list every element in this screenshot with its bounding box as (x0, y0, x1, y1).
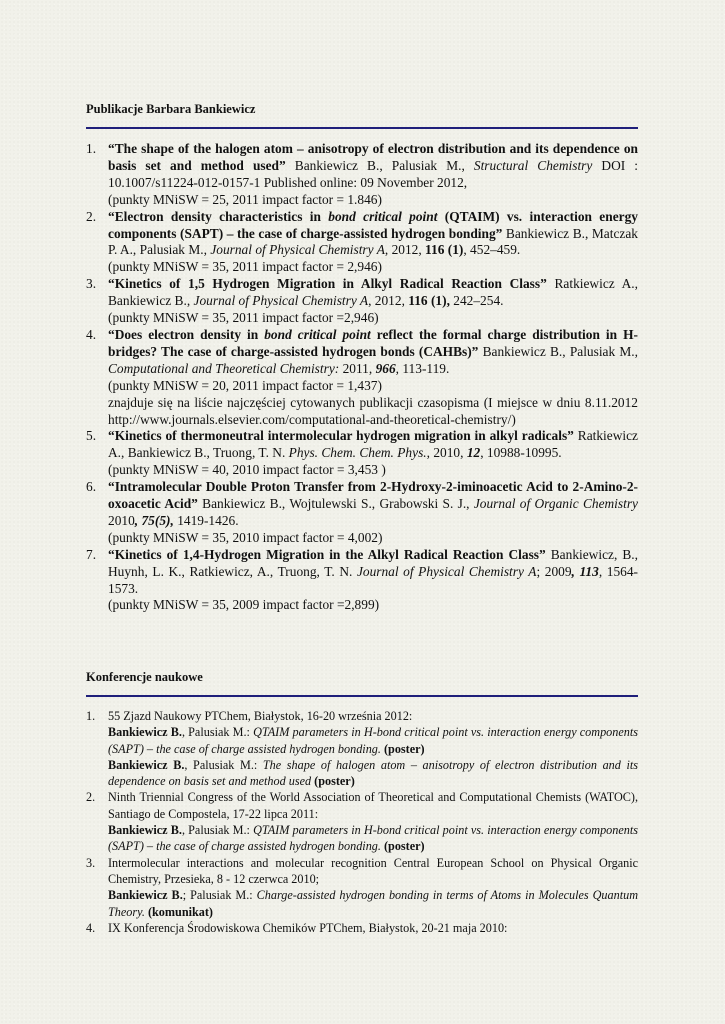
conference-list (86, 708, 638, 936)
conference-item (86, 789, 638, 854)
conference-event: IX Konferencja Środowiskowa Chemików PTChem, Białystok, 20-21 maja 2010: (108, 920, 508, 935)
publication-journal: Structural Chemistry (473, 157, 593, 173)
publication-points: (punkty MNiSW = 20, 2011 impact factor = 1,437) (108, 377, 382, 393)
section-divider (86, 127, 638, 129)
section-title-conferences: Konferencje naukowe (86, 670, 203, 684)
publication-title: “Kinetics of 1,4-Hydrogen Migration in the Alkyl Radical Reaction Class” (108, 546, 546, 562)
publication-item (86, 479, 638, 547)
publication-volume: 12 (466, 445, 481, 461)
publication-note: znajduje się na liście najczęściej cytowanych publikacji czasopisma (I miejsce w dniu 8.11.2012 http://www.journals.elsevier.com/computational-and-theoretical-chemistry/) (108, 394, 638, 427)
publication-year: 2011, (339, 360, 376, 376)
contribution-type: (poster) (311, 774, 355, 789)
publication-pages: 242–254. (449, 293, 504, 309)
item-number: 4. (86, 920, 96, 935)
conference-item (86, 855, 638, 920)
publication-year: 2010 (108, 512, 135, 528)
publication-authors: Ratkiewicz A., Bankiewicz B., (108, 276, 638, 309)
publication-title: “Kinetics of thermoneutral intermolecular hydrogen migration in alkyl radicals” (108, 428, 574, 444)
contribution-author: Bankiewicz B. (108, 725, 182, 740)
contribution-title: QTAIM parameters in H-bond critical point vs. interaction energy components (SAPT) – the case of charge assisted hydrogen bonding. (108, 725, 638, 756)
publication-volume: , 75(5), (134, 512, 174, 528)
conferences-section (86, 669, 638, 936)
publication-authors: Bankiewicz B., Matczak P. A., Palusiak M., (108, 225, 638, 258)
publication-item (86, 327, 638, 428)
contribution-author: Bankiewicz B. (108, 757, 185, 772)
contribution-title: QTAIM parameters in H-bond critical point vs. interaction energy components (SAPT) – the case of charge assisted hydrogen bonding. (108, 823, 638, 854)
contribution-author: Bankiewicz B. (108, 888, 183, 903)
publication-year: , 2010, (426, 445, 467, 461)
publication-volume: , 113 (571, 563, 599, 579)
title-part: (QTAIM) vs. interaction energy components (SAPT) – the case of charge-assisted hydrogen bonding” (108, 208, 638, 241)
publication-authors: Bankiewicz B., Palusiak M., (285, 157, 474, 173)
publication-points: (punkty MNiSW = 35, 2011 impact factor = 2,946) (108, 259, 382, 275)
conference-contribution (108, 887, 638, 920)
item-number: 2. (86, 790, 96, 805)
contribution-author: Bankiewicz B. (108, 823, 182, 838)
publication-item (86, 209, 638, 277)
contribution-coauthors: , Palusiak M.: (184, 757, 263, 772)
publication-authors: Bankiewicz, B., Huynh, L. K., Ratkiewicz, A., Truong, T. N. (108, 546, 638, 579)
publication-year: , 2012, (384, 242, 426, 258)
publication-pages: 1419-1426. (173, 512, 239, 528)
contribution-coauthors: ; Palusiak M.: (182, 888, 257, 903)
publication-points: (punkty MNiSW = 40, 2010 impact factor = 3,453 ) (108, 462, 386, 478)
publication-journal: Phys. Chem. Chem. Phys. (288, 445, 427, 461)
item-number: 1. (86, 709, 96, 723)
publication-volume: 966 (375, 360, 396, 376)
contribution-type: (poster) (380, 839, 425, 854)
conference-item (86, 708, 638, 789)
conference-contribution (108, 757, 638, 790)
title-part: reflect the formal charge distribution in H-bridges? The case of charge-assisted hydrogen bonds (CAHBs)” (108, 326, 638, 359)
item-number: 7. (86, 546, 97, 562)
publications-section (86, 101, 638, 614)
publication-authors: Ratkiewicz A., Bankiewicz B., Truong, T. N. (108, 428, 638, 461)
publication-item (86, 276, 638, 327)
publication-title: “The shape of the halogen atom – anisotropy of electron distribution and its dependence on basis set and method used” (108, 141, 638, 173)
publication-item (86, 547, 638, 615)
item-number: 3. (86, 276, 97, 292)
conference-event: 55 Zjazd Naukowy PTChem, Białystok, 16-20 września 2012: (108, 709, 413, 723)
publication-journal: Journal of Physical Chemistry A (193, 293, 369, 309)
publication-journal: Journal of Physical Chemistry A (210, 242, 385, 258)
publication-details: DOI : 10.1007/s11224-012-0157-1 Published online: 09 November 2012, (108, 157, 638, 190)
publication-item (86, 141, 638, 209)
publication-journal: Journal of Organic Chemistry (473, 496, 638, 512)
publication-list (86, 141, 638, 614)
conference-event: Intermolecular interactions and molecular recognition Central European School on Physical Organic Chemistry, Przesieka, 8 - 12 czerwca 2010; (108, 855, 638, 886)
publication-title: “Kinetics of 1,5 Hydrogen Migration in Alkyl Radical Reaction Class” (108, 276, 547, 292)
item-number: 1. (86, 141, 97, 156)
publication-journal: Computational and Theoretical Chemistry: (108, 360, 340, 376)
section-title-publications: Publikacje Barbara Bankiewicz (86, 102, 256, 116)
publication-points: (punkty MNiSW = 25, 2011 impact factor = 1.846) (108, 191, 382, 207)
publication-pages: , 452–459. (463, 242, 521, 258)
conference-event: Ninth Triennial Congress of the World Association of Theoretical and Computational Chemists (WATOC), Santiago de Compostela, 17-22 lipca 2011: (108, 790, 638, 821)
contribution-title: Charge-assisted hydrogen bonding in terms of Atoms in Molecules Quantum Theory. (108, 888, 638, 919)
publication-volume: 116 (1), (408, 293, 450, 309)
publication-pages: , 113-119. (395, 360, 450, 376)
conference-item (86, 920, 638, 936)
publication-title: “Intramolecular Double Proton Transfer from 2-Hydroxy-2-iminoacetic Acid to 2-Amino-2-oxoacetic Acid” (108, 479, 638, 512)
publication-points: (punkty MNiSW = 35, 2011 impact factor =2,946) (108, 310, 379, 326)
contribution-coauthors: , Palusiak M.: (181, 725, 254, 740)
contribution-title: The shape of halogen atom – anisotropy of electron distribution and its dependence on basis set and method used (108, 757, 639, 789)
section-divider (86, 695, 638, 697)
publication-volume: 116 (1) (425, 242, 464, 258)
publication-points: (punkty MNiSW = 35, 2010 impact factor = 4,002) (108, 529, 383, 545)
title-italic: bond critical point (328, 208, 438, 224)
item-number: 2. (86, 208, 97, 224)
title-part: “Electron density characteristics in (108, 208, 329, 224)
item-number: 3. (86, 855, 96, 870)
publication-year: ; 2009 (536, 563, 572, 579)
title-italic: bond critical point (264, 326, 371, 342)
publication-journal: Journal of Physical Chemistry A (356, 563, 537, 579)
conference-contribution (108, 822, 638, 855)
conference-contribution (108, 724, 638, 757)
publication-year: , 2012, (368, 293, 409, 309)
publication-points: (punkty MNiSW = 35, 2009 impact factor =2,899) (108, 597, 380, 613)
item-number: 4. (86, 326, 97, 342)
title-part: “Does electron density in (108, 326, 265, 342)
publication-authors: Bankiewicz B., Palusiak M., (478, 343, 638, 359)
contribution-type: (poster) (380, 741, 425, 756)
item-number: 6. (86, 479, 97, 495)
contribution-coauthors: , Palusiak M.: (181, 823, 254, 838)
publication-pages: , 10988-10995. (480, 445, 562, 461)
publication-pages: , 1564-1573. (108, 563, 639, 596)
publication-item (86, 428, 638, 479)
publication-authors: Bankiewicz B., Wojtulewski S., Grabowski S. J., (197, 496, 474, 512)
item-number: 5. (86, 428, 97, 444)
contribution-type: (komunikat) (144, 904, 213, 919)
